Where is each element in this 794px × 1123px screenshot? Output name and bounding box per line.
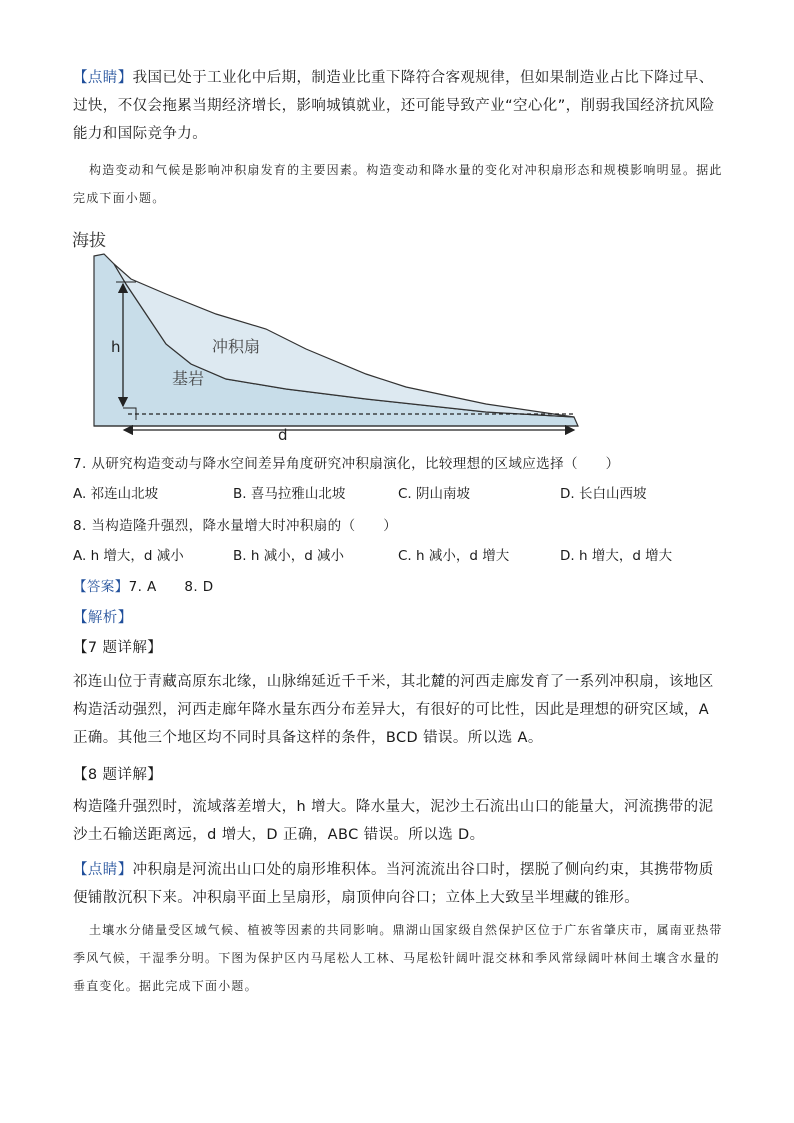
h-label: h (111, 338, 121, 356)
q8-option-d: D. h 增大，d 增大 (560, 548, 673, 564)
q8-option-c: C. h 减小，d 增大 (398, 548, 510, 564)
q7-option-d: D. 长白山西坡 (560, 486, 647, 502)
detail-7-text: 祁连山位于青藏高原东北缘，山脉绵延近千千米，其北麓的河西走廊发育了一系列冲积扇，该地区构造活动强烈，河西走廊年降水量东西分布差异大，有很好的可比性，因此是理想的研究区域，A 正确。其他三个地区均不同时具备这样的条件，BCD 错误。所以选 A。 (73, 674, 714, 746)
altitude-axis-label: 海拔 (72, 231, 106, 251)
q7-option-a: A. 祁连山北坡 (73, 486, 159, 502)
q8-option-b: B. h 减小，d 减小 (233, 548, 345, 564)
question-7-stem: 7. 从研究构造变动与降水空间差异角度研究冲积扇演化，比较理想的区域应选择（ ） (73, 456, 620, 472)
dianjing-tag: 【点睛】 (73, 70, 133, 86)
dianjing-paragraph-2 (73, 856, 723, 912)
question-intro-1: 构造变动和气候是影响冲积扇发育的主要因素。构造变动和降水量的变化对冲积扇形态和规模影响明显。据此完成下面小题。 (73, 163, 723, 205)
answer-tag: 【答案】 (73, 579, 129, 595)
q8-option-a: A. h 增大，d 减小 (73, 548, 184, 564)
q7-option-c: C. 阴山南坡 (398, 486, 471, 502)
d-label: d (278, 426, 288, 444)
analysis-tag: 【解析】 (73, 610, 133, 626)
dianjing-paragraph-1 (73, 64, 723, 148)
bedrock-label: 基岩 (172, 369, 205, 388)
question-8-stem: 8. 当构造隆升强烈，降水量增大时冲积扇的（ ） (73, 518, 398, 534)
q7-option-b: B. 喜马拉雅山北坡 (233, 486, 346, 502)
question-intro-2: 土壤水分储量受区域气候、植被等因素的共同影响。鼎湖山国家级自然保护区位于广东省肇庆市，属南亚热带季风气候，干湿季分明。下图为保护区内马尾松人工林、马尾松针阔叶混交林和季风常绿阔叶林间土壤含水量的垂直变化。据此完成下面小题。 (73, 923, 723, 993)
dianjing-2-tag: 【点睛】 (73, 862, 133, 878)
alluvial-fan-diagram (66, 224, 586, 446)
detail-8-tag: 【8 题详解】 (73, 767, 163, 783)
dianjing-text: 我国已处于工业化中后期，制造业比重下降符合客观规律，但如果制造业占比下降过早、过快，不仅会拖累当期经济增长，影响城镇就业，还可能导致产业“空心化”，削弱我国经济抗风险能力和国际竞争力。 (73, 70, 715, 142)
fan-label: 冲积扇 (212, 337, 261, 356)
dianjing-2-text: 冲积扇是河流出山口处的扇形堆积体。当河流流出谷口时，摆脱了侧向约束，其携带物质便铺散沉积下来。冲积扇平面上呈扇形，扇顶伸向谷口；立体上大致呈半埋藏的锥形。 (73, 862, 714, 906)
detail-8-text: 构造隆升强烈时，流域落差增大，h 增大。降水量大，泥沙土石流出山口的能量大，河流携带的泥沙土石输送距离远，d 增大，D 正确，ABC 错误。所以选 D。 (73, 799, 714, 843)
answer-line (73, 573, 723, 601)
detail-7-tag: 【7 题详解】 (73, 640, 163, 656)
answer-text: 7. A 8. D (128, 579, 214, 595)
